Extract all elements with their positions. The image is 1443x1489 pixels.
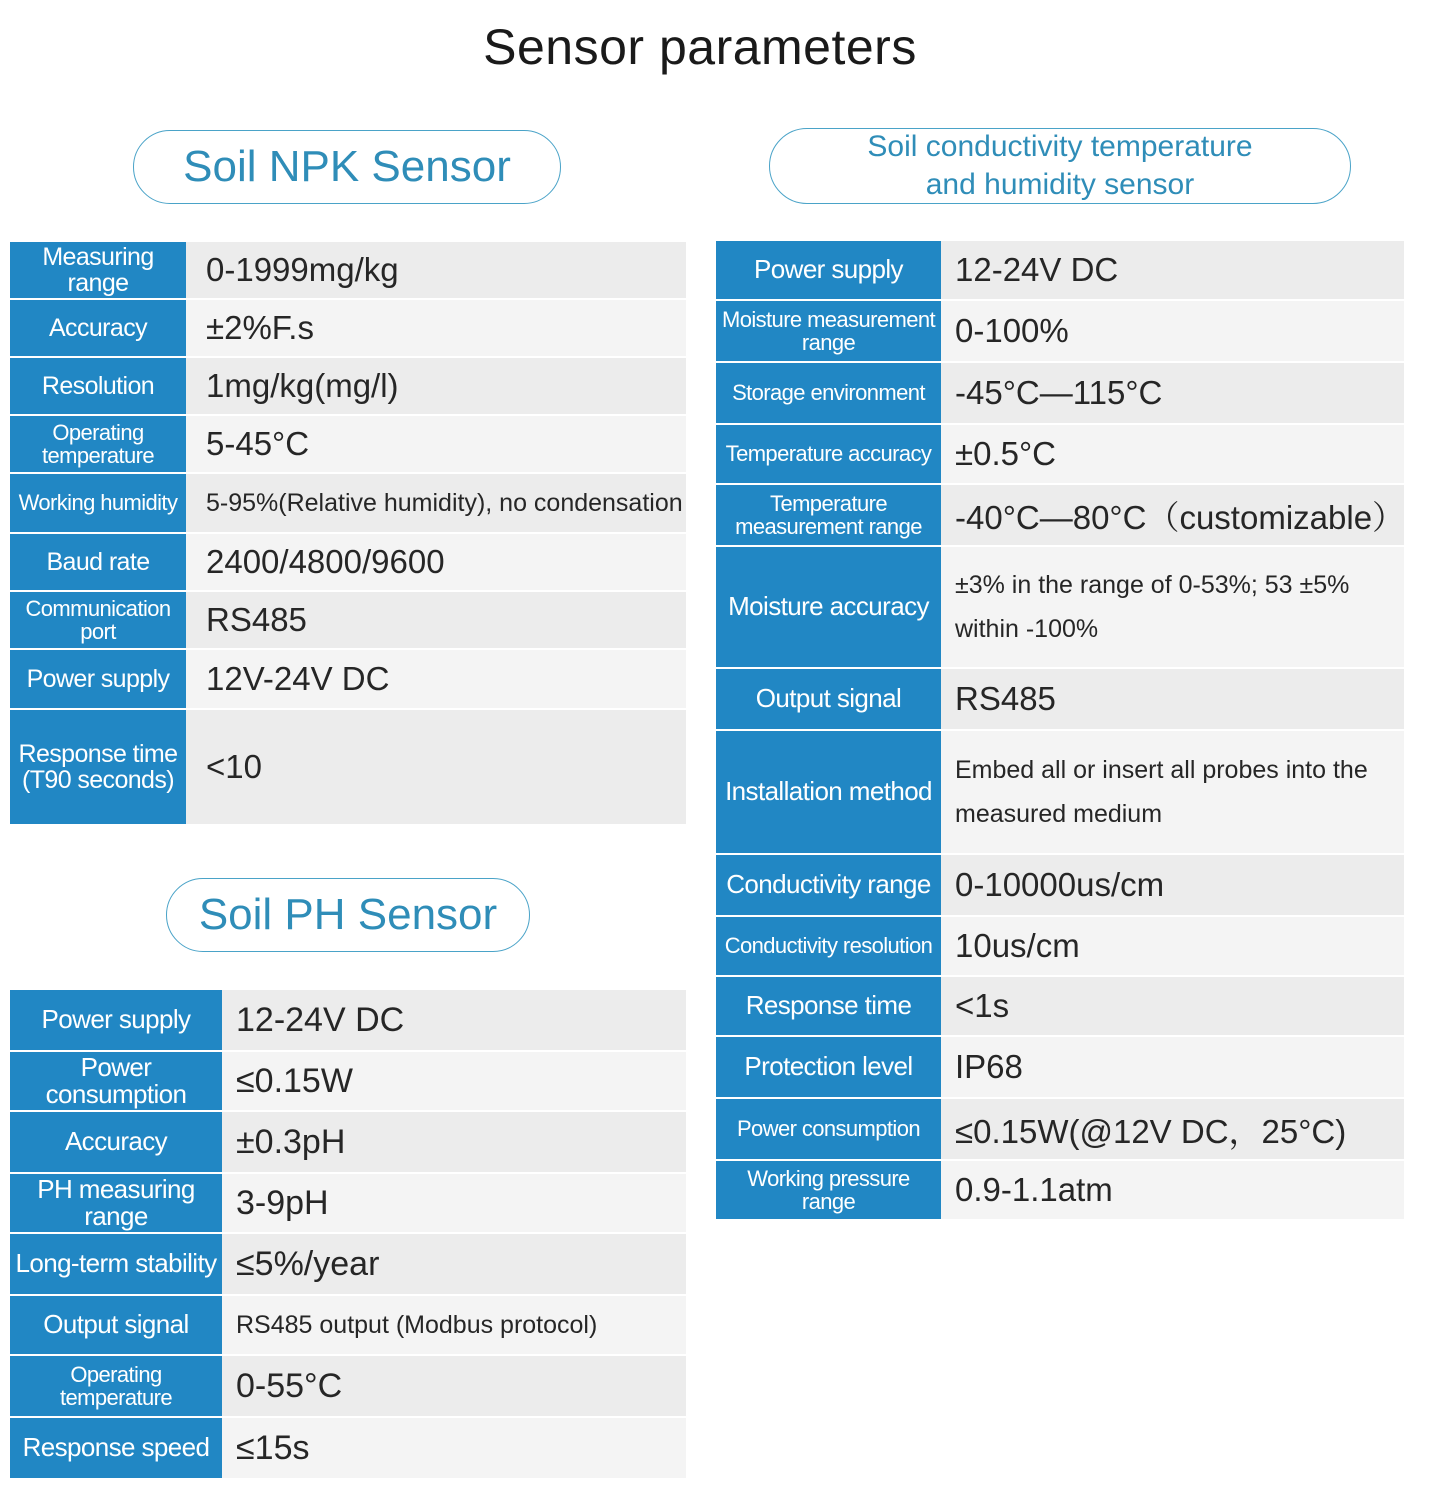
spec-value: ≤0.15W(@12V DC，25°C) — [941, 1099, 1404, 1161]
table-row — [716, 1099, 1404, 1161]
spec-label: Temperature measurement range — [716, 485, 941, 547]
page-title: Sensor parameters — [483, 19, 917, 75]
conductivity-title-line2: and humidity sensor — [925, 168, 1195, 201]
table-row — [10, 710, 686, 826]
spec-label: Protection level — [716, 1037, 941, 1099]
conductivity-title-line1: Soil conductivity temperature — [867, 130, 1253, 163]
spec-label: Operating temperature — [10, 416, 186, 474]
spec-label: Installation method — [716, 731, 941, 855]
spec-label: Working pressure range — [716, 1161, 941, 1221]
spec-value: ±2%F.s — [186, 300, 686, 358]
spec-label: Response speed — [10, 1418, 222, 1480]
conductivity-sensor-title — [769, 128, 1351, 204]
spec-value: -40°C—80°C（customizable） — [941, 485, 1404, 547]
table-row — [10, 1356, 686, 1418]
table-row — [10, 416, 686, 474]
table-row — [10, 990, 686, 1052]
spec-value: ±3% in the range of 0-53%; 53 ±5% within -100% — [941, 547, 1404, 669]
spec-value: 5-45°C — [186, 416, 686, 474]
spec-label: Measuring range — [10, 242, 186, 300]
table-row — [716, 485, 1404, 547]
conductivity-spec-table — [716, 241, 1404, 1221]
table-row — [716, 241, 1404, 301]
table-row — [10, 474, 686, 534]
table-row — [10, 1418, 686, 1480]
ph-sensor-title: Soil PH Sensor — [166, 878, 530, 952]
npk-sensor-title: Soil NPK Sensor — [133, 130, 561, 204]
spec-label: Moisture accuracy — [716, 547, 941, 669]
spec-value: <1s — [941, 977, 1404, 1037]
spec-value: 10us/cm — [941, 917, 1404, 977]
spec-label: Response time — [716, 977, 941, 1037]
spec-label: Output signal — [716, 669, 941, 731]
table-row — [716, 301, 1404, 363]
spec-value: RS485 output (Modbus protocol) — [222, 1296, 686, 1356]
table-row — [716, 977, 1404, 1037]
spec-label: Communication port — [10, 592, 186, 650]
spec-label: Storage environment — [716, 363, 941, 425]
table-row — [10, 1112, 686, 1174]
spec-value: ≤15s — [222, 1418, 686, 1480]
spec-value: ≤0.15W — [222, 1052, 686, 1112]
spec-label: Accuracy — [10, 300, 186, 358]
spec-label: Power supply — [10, 650, 186, 710]
spec-value: Embed all or insert all probes into the measured medium — [941, 731, 1404, 855]
table-row — [10, 1234, 686, 1296]
spec-value: 0-100% — [941, 301, 1404, 363]
spec-value: 12-24V DC — [941, 241, 1404, 301]
spec-label: Conductivity range — [716, 855, 941, 917]
spec-label: Output signal — [10, 1296, 222, 1356]
table-row — [10, 1296, 686, 1356]
spec-value: IP68 — [941, 1037, 1404, 1099]
table-row — [716, 669, 1404, 731]
spec-value: ±0.5°C — [941, 425, 1404, 485]
spec-label: Resolution — [10, 358, 186, 416]
table-row — [716, 855, 1404, 917]
table-row — [716, 547, 1404, 669]
spec-label: PH measuring range — [10, 1174, 222, 1234]
spec-label: Operating temperature — [10, 1356, 222, 1418]
spec-value: 0-55°C — [222, 1356, 686, 1418]
spec-label: Power consumption — [716, 1099, 941, 1161]
spec-label: Power supply — [10, 990, 222, 1052]
table-row — [10, 650, 686, 710]
spec-value: 12-24V DC — [222, 990, 686, 1052]
table-row — [10, 1174, 686, 1234]
table-row — [10, 300, 686, 358]
spec-value: 3-9pH — [222, 1174, 686, 1234]
table-row — [716, 425, 1404, 485]
spec-value: ±0.3pH — [222, 1112, 686, 1174]
spec-label: Moisture measurement range — [716, 301, 941, 363]
spec-value: 2400/4800/9600 — [186, 534, 686, 592]
npk-spec-table — [10, 242, 686, 826]
table-row — [716, 1037, 1404, 1099]
spec-value: 0-1999mg/kg — [186, 242, 686, 300]
spec-label: Accuracy — [10, 1112, 222, 1174]
spec-label: Temperature accuracy — [716, 425, 941, 485]
spec-value: ≤5%/year — [222, 1234, 686, 1296]
table-row — [10, 358, 686, 416]
spec-label: Power consumption — [10, 1052, 222, 1112]
spec-value: -45°C—115°C — [941, 363, 1404, 425]
table-row — [716, 917, 1404, 977]
spec-label: Long-term stability — [10, 1234, 222, 1296]
table-row — [10, 534, 686, 592]
table-row — [716, 1161, 1404, 1221]
spec-label: Conductivity resolution — [716, 917, 941, 977]
spec-value: 12V-24V DC — [186, 650, 686, 710]
spec-value: 0.9-1.1atm — [941, 1161, 1404, 1221]
ph-spec-table — [10, 990, 686, 1480]
table-row — [10, 592, 686, 650]
spec-value: RS485 — [941, 669, 1404, 731]
table-row — [716, 363, 1404, 425]
spec-value: 1mg/kg(mg/l) — [186, 358, 686, 416]
spec-label: Power supply — [716, 241, 941, 301]
table-row — [10, 242, 686, 300]
table-row — [10, 1052, 686, 1112]
spec-value: RS485 — [186, 592, 686, 650]
spec-value: 0-10000us/cm — [941, 855, 1404, 917]
spec-label: Working humidity — [10, 474, 186, 534]
spec-label: Response time (T90 seconds) — [10, 710, 186, 826]
spec-label: Baud rate — [10, 534, 186, 592]
spec-value: 5-95%(Relative humidity), no condensation — [186, 474, 686, 534]
table-row — [716, 731, 1404, 855]
spec-value: <10 — [186, 710, 686, 826]
